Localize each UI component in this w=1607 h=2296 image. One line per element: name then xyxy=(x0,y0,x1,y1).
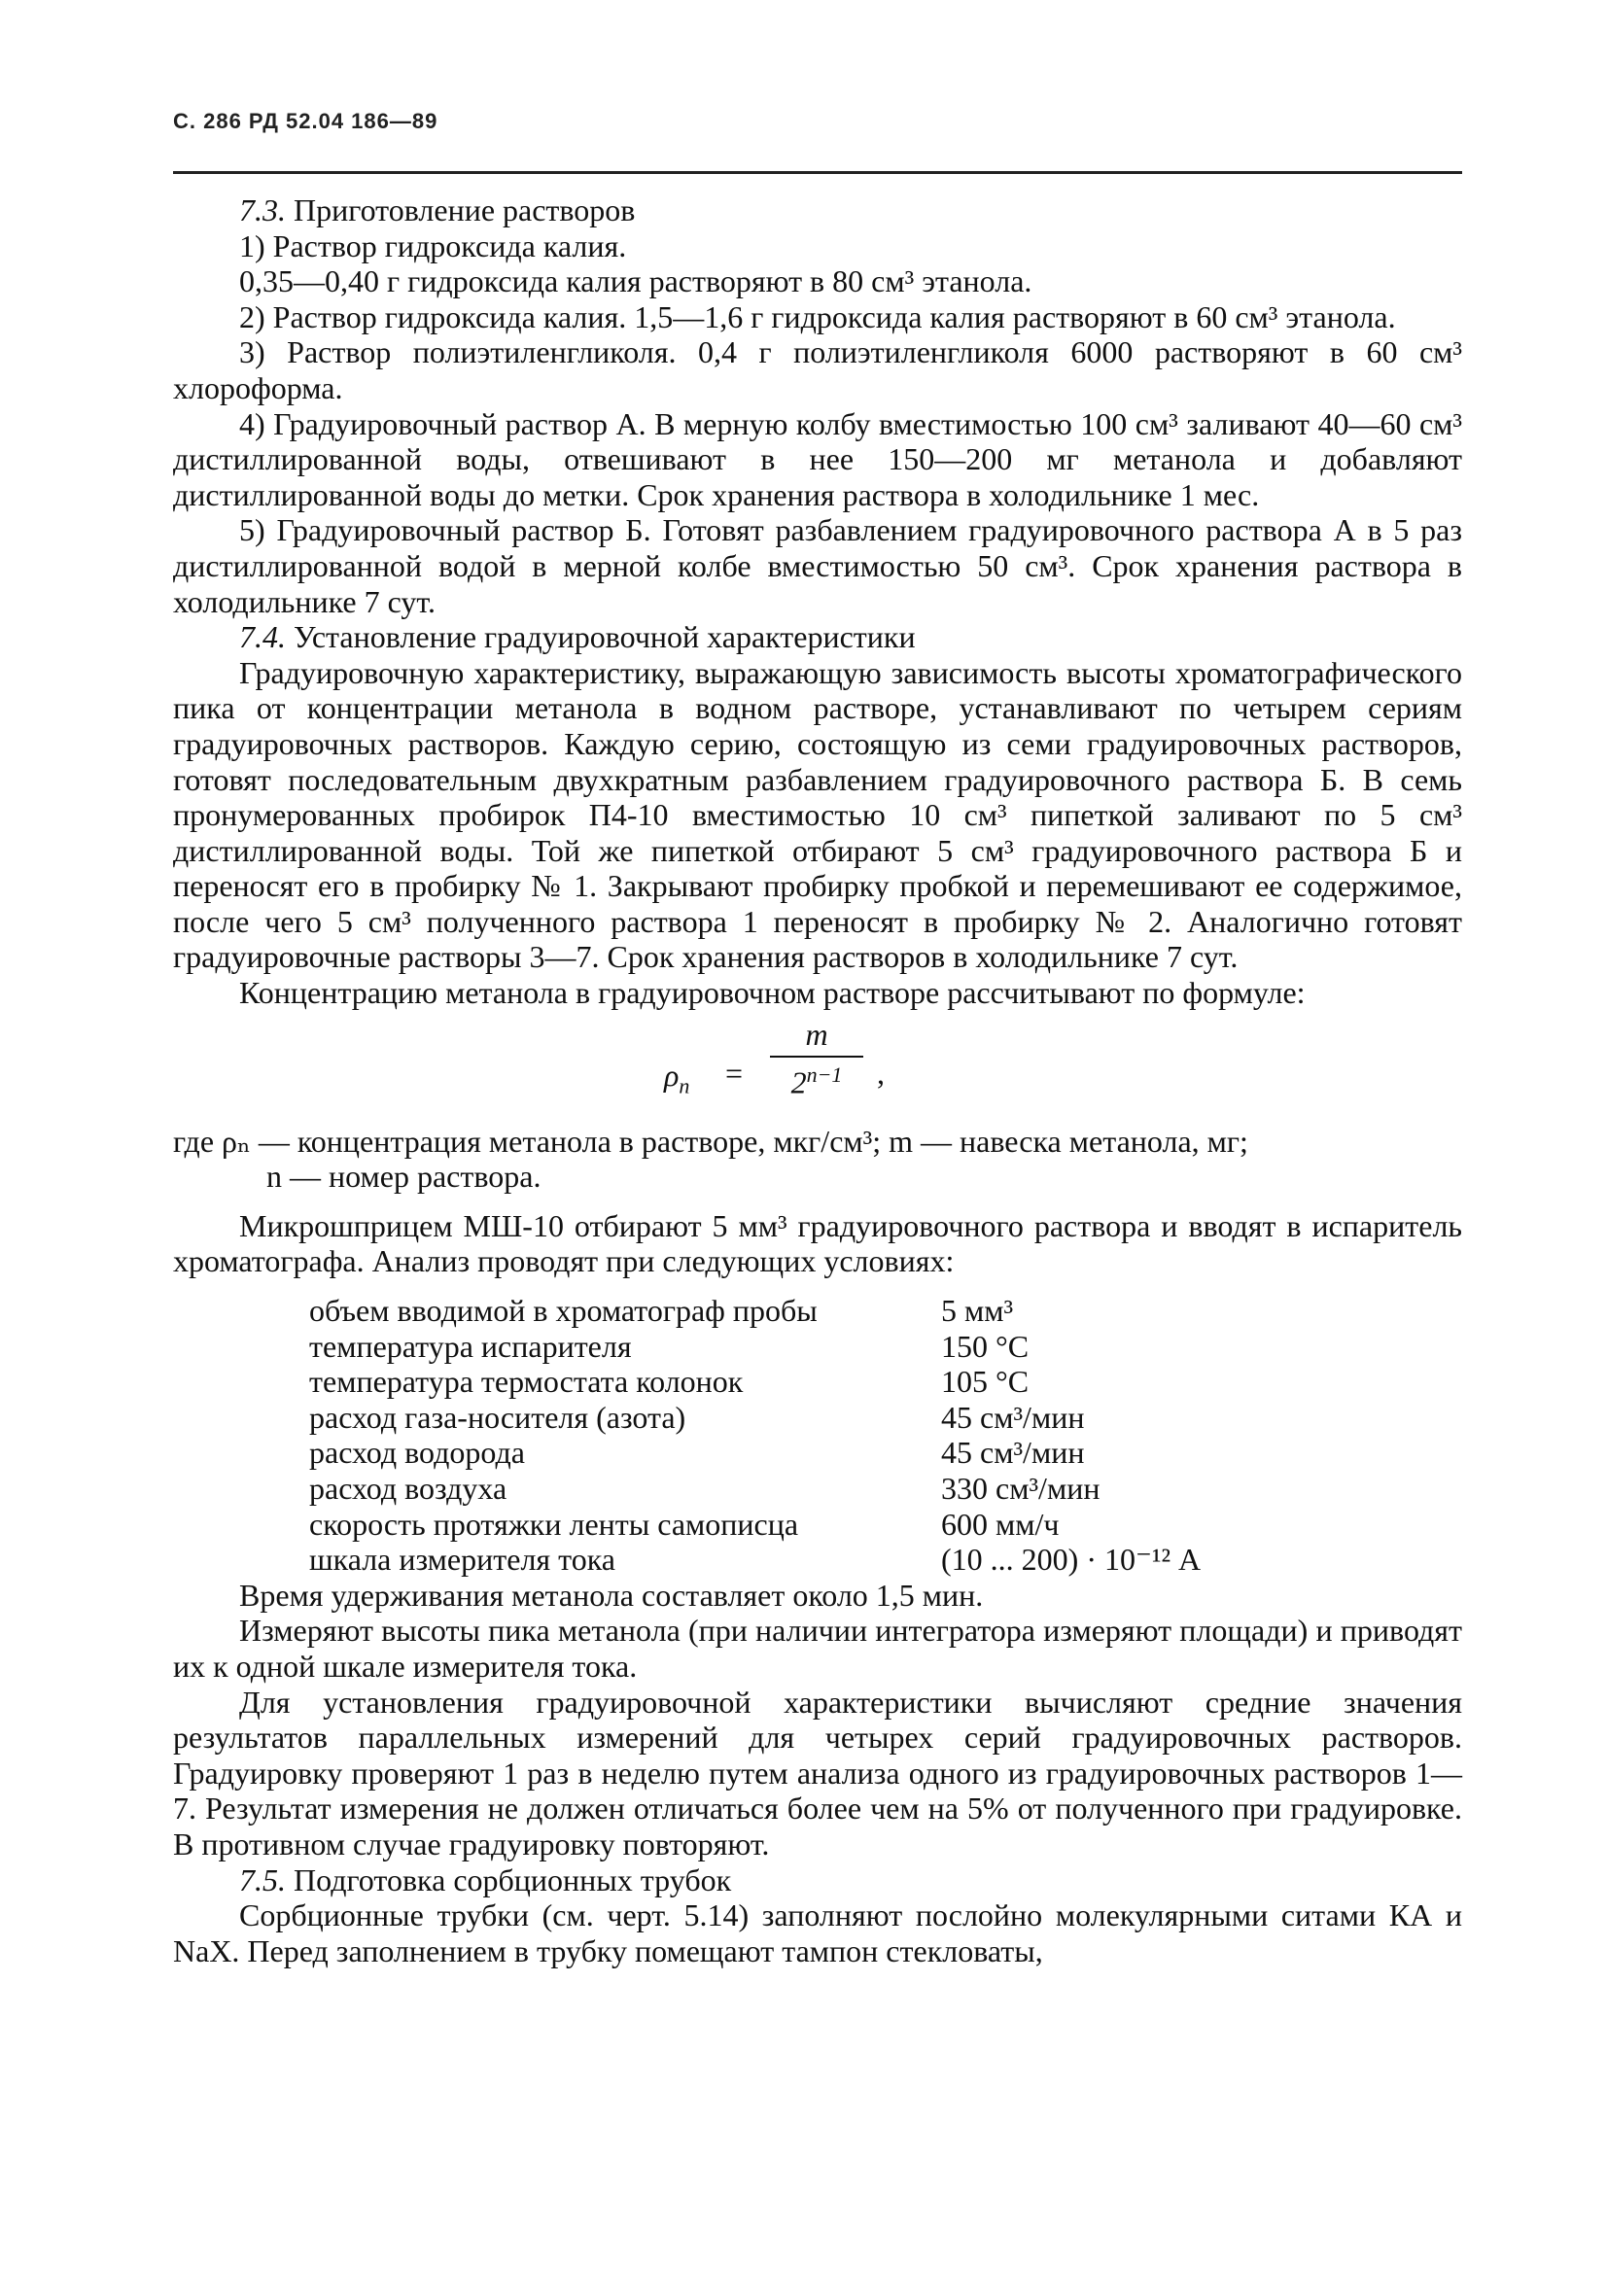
condition-row xyxy=(309,1400,1281,1436)
condition-value: 105 °С xyxy=(941,1364,1030,1400)
analysis-conditions-table xyxy=(309,1293,1281,1578)
document-body xyxy=(173,192,1462,1968)
formula-lhs: $\rho_n$ xyxy=(664,1057,690,1098)
header-rule xyxy=(173,171,1462,174)
paragraph: 2) Раствор гидроксида калия. 1,5—1,6 г гидроксида калия растворяют в 60 см³ этанола. xyxy=(239,298,1396,334)
condition-value: 600 мм/ч xyxy=(941,1506,1060,1542)
formula-fraction xyxy=(770,1017,863,1101)
formula-denominator: $2^{n-1}$ xyxy=(770,1056,863,1100)
condition-name: объем вводимой в хроматограф пробы xyxy=(309,1293,818,1329)
condition-row xyxy=(309,1293,1281,1329)
condition-name: температура испарителя xyxy=(309,1328,632,1364)
section-heading-7-3 xyxy=(173,192,1462,228)
paragraph: 5) Градуировочный раствор Б. Готовят разбавлением градуировочного раствора А в 5 раз дистиллированной водой в мерной колбе вместимостью 50 см³. Срок хранения раствора в холодильнике 7 сут. xyxy=(173,512,1462,619)
condition-name: расход водорода xyxy=(309,1435,525,1471)
condition-value: 5 мм³ xyxy=(941,1293,1014,1329)
formula-legend-line: n — номер раствора. xyxy=(266,1159,541,1195)
section-title: Подготовка сорбционных трубок xyxy=(294,1861,732,1897)
condition-value: 330 см³/мин xyxy=(941,1471,1100,1506)
section-number: 7.4. xyxy=(239,619,286,655)
formula-equals: = xyxy=(725,1055,744,1091)
condition-value: (10 ... 200) · 10⁻¹² А xyxy=(941,1542,1202,1578)
section-title: Приготовление растворов xyxy=(294,192,636,227)
formula-numerator: m xyxy=(805,1016,828,1052)
condition-row xyxy=(309,1364,1281,1400)
paragraph: 1) Раствор гидроксида калия. xyxy=(239,227,627,263)
paragraph: Сорбционные трубки (см. черт. 5.14) заполняют послойно молекулярными ситами КА и NaX. Перед заполнением в трубку помещают тампон стекловаты, xyxy=(173,1897,1462,1968)
paragraph: Время удерживания метанола составляет около 1,5 мин. xyxy=(239,1577,984,1613)
condition-value: 150 °С xyxy=(941,1328,1030,1364)
condition-row xyxy=(309,1435,1281,1471)
paragraph: Микрошприцем МШ-10 отбирают 5 мм³ градуировочного раствора и вводят в испаритель хроматографа. Анализ проводят при следующих условиях: xyxy=(173,1207,1462,1279)
condition-row xyxy=(309,1329,1281,1365)
condition-value: 45 см³/мин xyxy=(941,1435,1085,1471)
formula-comma: , xyxy=(877,1055,885,1091)
concentration-formula xyxy=(173,1011,1462,1124)
paragraph: Для установления градуировочной характеристики вычисляют средние значения результатов параллельных измерений для четырех серий градуировочных растворов. Градуировку проверяют 1 раз в неделю путем анализа одного из градуировочных растворов 1—7. Результат измерения не должен отличаться более чем на 5% от полученного при градуировке. В противном случае градуировку повторяют. xyxy=(173,1684,1462,1861)
condition-name: скорость протяжки ленты самописца xyxy=(309,1506,799,1542)
condition-name: температура термостата колонок xyxy=(309,1364,744,1400)
section-title: Установление градуировочной характеристики xyxy=(294,619,916,655)
paragraph: Измеряют высоты пика метанола (при наличии интегратора измеряют площади) и приводят их к одной шкале измерителя тока. xyxy=(173,1613,1462,1684)
section-number: 7.3. xyxy=(239,192,286,227)
condition-name: шкала измерителя тока xyxy=(309,1542,615,1578)
page-header: С. 286 РД 52.04 186—89 xyxy=(173,109,438,133)
section-heading-7-4 xyxy=(173,619,1462,655)
section-number: 7.5. xyxy=(239,1861,286,1897)
paragraph: 4) Градуировочный раствор А. В мерную колбу вместимостью 100 см³ заливают 40—60 см³ дистиллированной воды, отвешивают в нее 150—200 мг метанола и добавляют дистиллированной воды до метки. Срок хранения раствора в холодильнике 1 мес. xyxy=(173,405,1462,512)
condition-value: 45 см³/мин xyxy=(941,1399,1085,1435)
paragraph: Градуировочную характеристику, выражающую зависимость высоты хроматографического пика от концентрации метанола в водном растворе, устанавливают по четырем сериям градуировочных растворов. Каждую серию, состоящую из семи градуировочных растворов, готовят последовательным двухкратным разбавлением градуировочного раствора Б. В семь пронумерованных пробирок П4-10 вместимостью 10 см³ пипеткой заливают по 5 см³ дистиллированной воды. Той же пипеткой отбирают 5 см³ градуировочного раствора Б и переносят его в пробирку № 1. Закрывают пробирку пробкой и перемешивают ее содержимое, после чего 5 см³ полученного раствора 1 переносят в пробирку № 2. Аналогично готовят градуировочные растворы 3—7. Срок хранения растворов в холодильнике 7 сут. xyxy=(173,654,1462,975)
paragraph: Концентрацию метанола в градуировочном растворе рассчитывают по формуле: xyxy=(239,975,1306,1011)
condition-row xyxy=(309,1471,1281,1507)
paragraph: 0,35—0,40 г гидроксида калия растворяют в 80 см³ этанола. xyxy=(239,263,1032,299)
section-heading-7-5 xyxy=(173,1862,1462,1898)
condition-name: расход газа-носителя (азота) xyxy=(309,1399,686,1435)
condition-row xyxy=(309,1542,1281,1578)
condition-row xyxy=(309,1507,1281,1543)
condition-name: расход воздуха xyxy=(309,1471,507,1506)
formula-legend-line: где ρₙ — концентрация метанола в растворе, мкг/см³; m — навеска метанола, мг; xyxy=(173,1123,1248,1159)
paragraph: 3) Раствор полиэтиленгликоля. 0,4 г полиэтиленгликоля 6000 растворяют в 60 см³ хлороформа. xyxy=(173,334,1462,405)
